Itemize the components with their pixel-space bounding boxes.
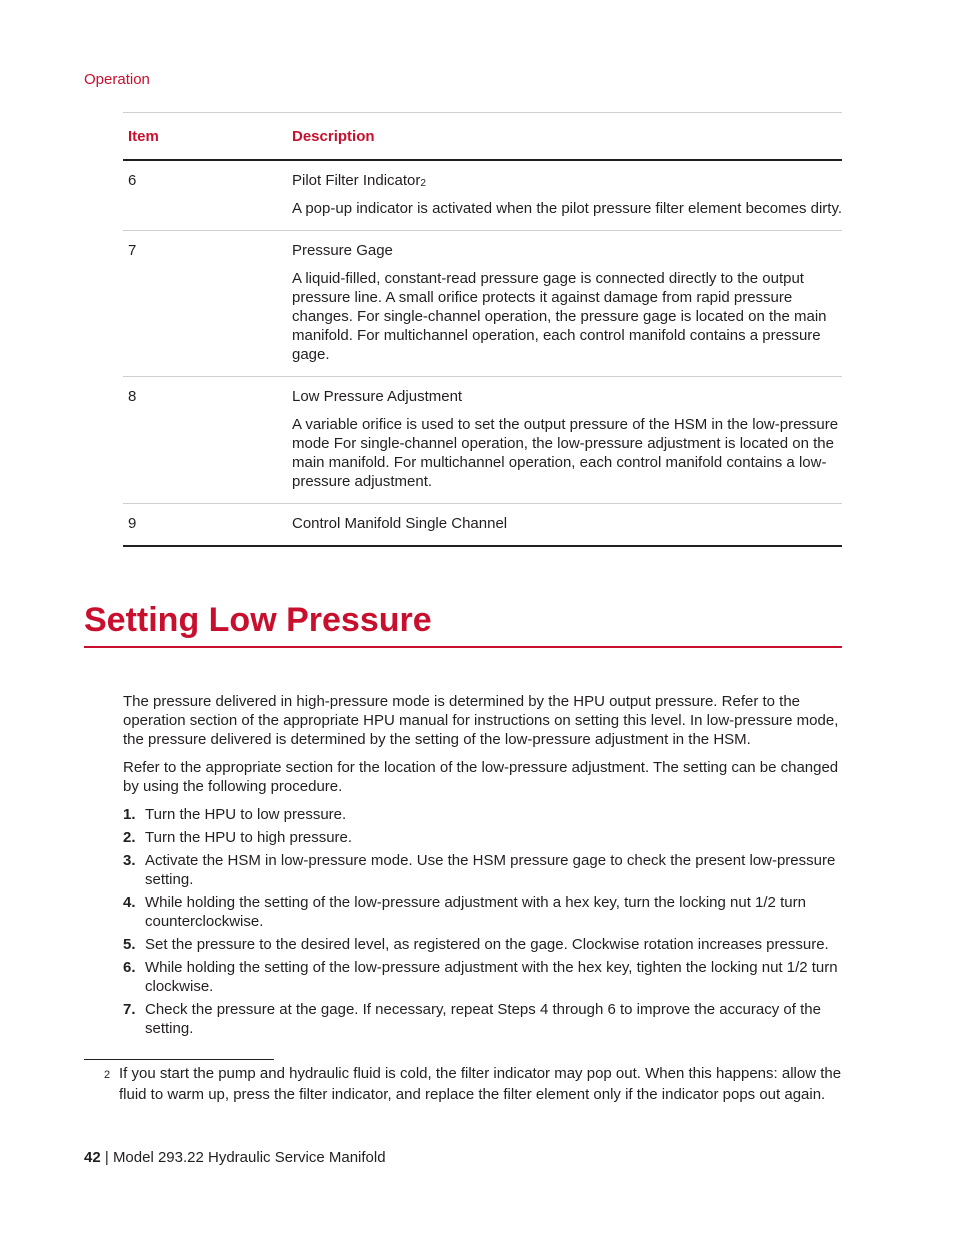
column-header-description: Description xyxy=(292,113,842,161)
paragraph: Refer to the appropriate section for the location of the low-pressure adjustment. The setting can be changed by using the following procedure. xyxy=(123,759,839,795)
running-header: Operation xyxy=(84,71,150,88)
footnote xyxy=(104,1064,857,1104)
table-row xyxy=(123,504,842,547)
list-item xyxy=(123,851,842,889)
table-row xyxy=(123,231,842,377)
list-item xyxy=(123,893,842,931)
list-item xyxy=(123,958,842,996)
step-number: 3. xyxy=(123,852,136,869)
table-row xyxy=(123,377,842,504)
step-text: Check the pressure at the gage. If necessary, repeat Steps 4 through 6 to improve the accuracy of the setting. xyxy=(145,1001,821,1037)
footnote-divider xyxy=(84,1059,274,1060)
footnote-mark: 2 xyxy=(104,1069,111,1081)
step-number: 1. xyxy=(123,806,136,823)
item-description xyxy=(292,377,842,504)
table-header-row xyxy=(123,113,842,161)
footer-separator: | xyxy=(104,1149,109,1166)
step-text: Activate the HSM in low-pressure mode. Use the HSM pressure gage to check the present low-pressure setting. xyxy=(145,852,836,888)
step-text: While holding the setting of the low-pressure adjustment with a hex key, turn the locking nut 1/2 turn counterclockwise. xyxy=(145,894,806,930)
step-text: Turn the HPU to high pressure. xyxy=(145,829,353,846)
step-number: 6. xyxy=(123,959,136,976)
page-number: 42 xyxy=(84,1149,101,1166)
step-number: 2. xyxy=(123,829,136,846)
step-text: Turn the HPU to low pressure. xyxy=(145,806,347,823)
column-header-item: Item xyxy=(123,113,292,161)
item-title: Pressure Gage xyxy=(292,242,393,259)
item-number: 7 xyxy=(123,231,292,377)
item-title-text: Pilot Filter Indicator xyxy=(292,172,421,189)
item-number: 8 xyxy=(123,377,292,504)
item-title: Control Manifold Single Channel xyxy=(292,515,508,532)
paragraph: The pressure delivered in high-pressure mode is determined by the HPU output pressure. Refer to the operation section of the appropriate HPU manual for instructions on setting this level. In low-pressure mode, the pressure delivered is determined by the setting of the low-pressure adjustment in the HSM. xyxy=(123,693,839,748)
page-footer xyxy=(84,1148,386,1167)
footnote-text: If you start the pump and hydraulic fluid is cold, the filter indicator may pop out. When this happens: allow the fluid to warm up, press the filter indicator, and replace the filter element only if the indicator pops out again. xyxy=(119,1065,842,1103)
list-item xyxy=(123,805,842,824)
item-number: 9 xyxy=(123,504,292,547)
step-number: 7. xyxy=(123,1001,136,1018)
item-number: 6 xyxy=(123,160,292,231)
item-title xyxy=(292,171,842,190)
list-item xyxy=(123,1000,842,1038)
item-body: A pop-up indicator is activated when the pilot pressure filter element becomes dirty. xyxy=(292,200,843,217)
document-title: Model 293.22 Hydraulic Service Manifold xyxy=(112,1149,386,1166)
step-number: 4. xyxy=(123,894,136,911)
footnote-reference[interactable]: 2 xyxy=(420,178,426,189)
table-row xyxy=(123,160,842,231)
step-number: 5. xyxy=(123,936,136,953)
step-text: Set the pressure to the desired level, as registered on the gage. Clockwise rotation increases pressure. xyxy=(145,936,829,953)
list-item xyxy=(123,935,842,954)
list-item xyxy=(123,828,842,847)
item-title: Low Pressure Adjustment xyxy=(292,388,463,405)
section-content xyxy=(123,692,842,1042)
item-body: A liquid-filled, constant-read pressure gage is connected directly to the output pressure line. A small orifice protects it against damage from rapid pressure changes. For single-channel operation, the pressure gage is located on the main manifold. For multichannel operation, each control manifold contains a pressure gage. xyxy=(292,270,827,363)
item-description-table xyxy=(123,112,842,547)
step-text: While holding the setting of the low-pressure adjustment with the hex key, tighten the locking nut 1/2 turn clockwise. xyxy=(145,959,838,995)
item-description xyxy=(292,504,842,547)
item-description xyxy=(292,231,842,377)
procedure-steps xyxy=(123,805,842,1038)
item-description xyxy=(292,160,842,231)
item-body: A variable orifice is used to set the output pressure of the HSM in the low-pressure mode For single-channel operation, the low-pressure adjustment is located on the main manifold. For multichannel operation, each control manifold contains a low-pressure adjustment. xyxy=(292,416,839,490)
section-heading: Setting Low Pressure xyxy=(84,598,842,648)
